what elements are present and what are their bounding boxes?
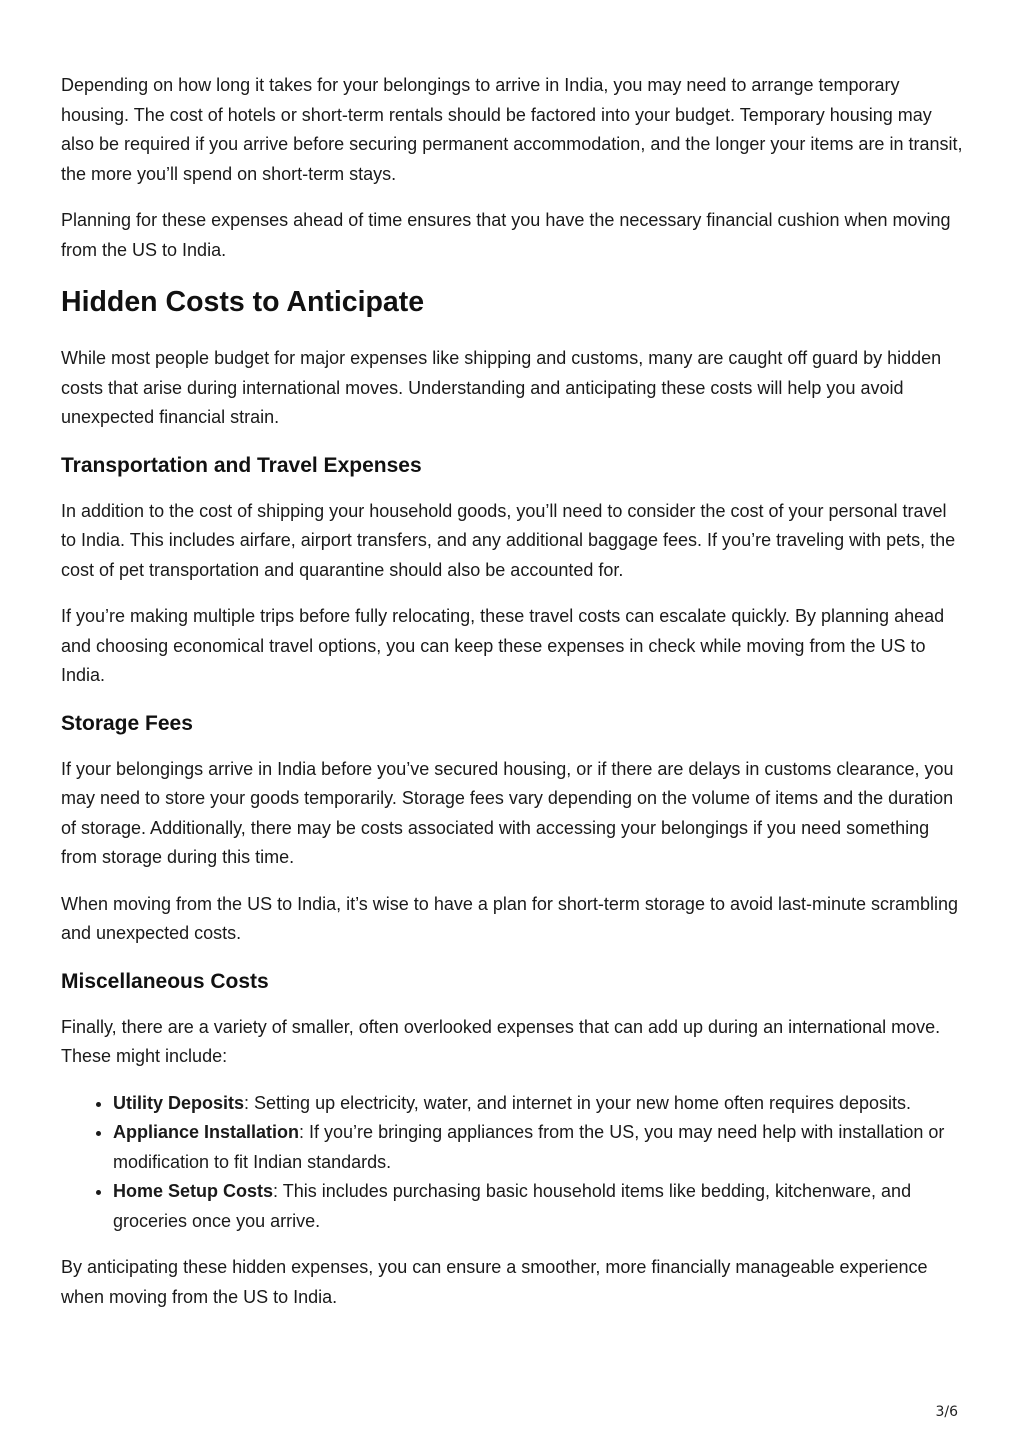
page-number: 3/6 bbox=[935, 1404, 958, 1420]
misc-paragraph-2: By anticipating these hidden expenses, you can ensure a smoother, more financially manageable experience when moving from the US to India. bbox=[61, 1257, 928, 1307]
document-page bbox=[61, 71, 966, 1329]
storage-paragraph-2: When moving from the US to India, it’s wise to have a plan for short-term storage to avoid last-minute scrambling and unexpected costs. bbox=[61, 893, 959, 943]
list-item bbox=[113, 1118, 966, 1177]
hidden-costs-paragraph: While most people budget for major expenses like shipping and customs, many are caught off guard by hidden costs that arise during international moves. Understanding and anticipating these costs will help you avoid unexpected financial strain. bbox=[61, 348, 942, 427]
list-item-term: Utility Deposits bbox=[113, 1092, 245, 1113]
list-item-term: Home Setup Costs bbox=[113, 1181, 274, 1201]
storage-paragraph-1: If your belongings arrive in India before you’ve secured housing, or if there are delays in customs clearance, you may need to store your goods temporarily. Storage fees vary depending on the volume of items and the duration of storage. Additionally, there may be costs associated with accessing your belongings if you need something from storage during this time. bbox=[61, 758, 954, 867]
list-item-text: : This includes purchasing basic household items like bedding, kitchenware, and groceries once you arrive. bbox=[113, 1181, 912, 1231]
intro-paragraph-1: Depending on how long it takes for your belongings to arrive in India, you may need to arrange temporary housing. The cost of hotels or short-term rentals should be factored into your budget. Temporary housing may also be required if you arrive before securing permanent accommodation, and the longer your items are in transit, the more you’ll spend on short-term stays. bbox=[61, 75, 963, 184]
misc-costs-list bbox=[61, 1089, 966, 1237]
misc-paragraph-1: Finally, there are a variety of smaller, often overlooked expenses that can add up during an international move. These might include: bbox=[61, 1016, 941, 1066]
transportation-paragraph-2: If you’re making multiple trips before fully relocating, these travel costs can escalate quickly. By planning ahead and choosing economical travel options, you can keep these expenses in check while moving from the US to India. bbox=[61, 606, 945, 685]
intro-paragraph-2: Planning for these expenses ahead of time ensures that you have the necessary financial cushion when moving from the US to India. bbox=[61, 210, 951, 260]
storage-heading: Storage Fees bbox=[61, 711, 193, 735]
list-item-text: : If you’re bringing appliances from the US, you may need help with installation or modification to fit Indian standards. bbox=[113, 1122, 945, 1172]
hidden-costs-heading: Hidden Costs to Anticipate bbox=[61, 286, 425, 318]
list-item bbox=[113, 1177, 966, 1236]
misc-heading: Miscellaneous Costs bbox=[61, 969, 269, 993]
list-item-text: : Setting up electricity, water, and internet in your new home often requires deposits. bbox=[244, 1092, 912, 1113]
list-item-term: Appliance Installation bbox=[113, 1122, 300, 1142]
transportation-paragraph-1: In addition to the cost of shipping your household goods, you’ll need to consider the cost of your personal travel to India. This includes airfare, airport transfers, and any additional baggage fees. If you’re traveling with pets, the cost of pet transportation and quarantine should also be accounted for. bbox=[61, 500, 956, 580]
list-item bbox=[113, 1089, 966, 1119]
transportation-heading: Transportation and Travel Expenses bbox=[61, 453, 422, 477]
